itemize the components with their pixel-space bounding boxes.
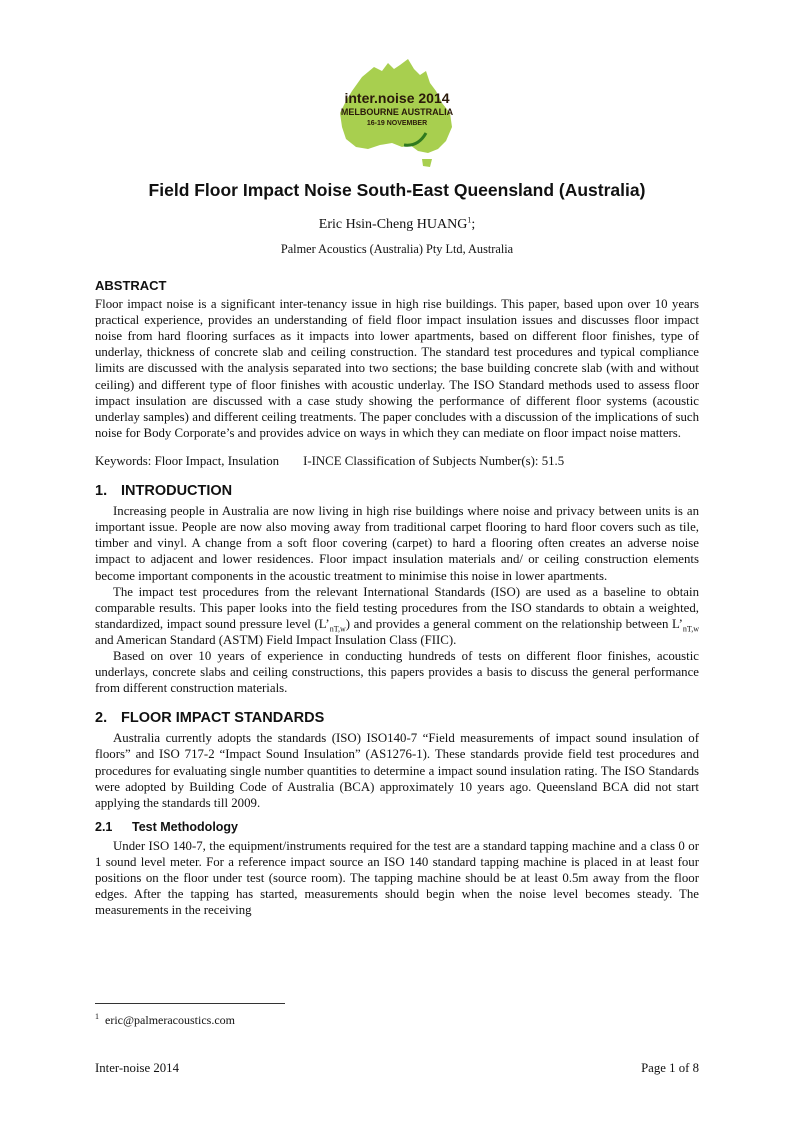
paper-body (95, 275, 699, 918)
logo-line2: MELBOURNE AUSTRALIA (340, 107, 454, 117)
footnote-mark: 1 (95, 1012, 99, 1021)
keywords-line (95, 453, 699, 469)
affiliation: Palmer Acoustics (Australia) Pty Ltd, Australia (280, 242, 514, 256)
section-1-title: INTRODUCTION (121, 483, 233, 500)
section-2-title: FLOOR IMPACT STANDARDS (121, 710, 325, 727)
tasmania-shape (422, 159, 432, 167)
section-2-1-title: Test Methodology (132, 819, 239, 834)
australia-map-logo (322, 55, 472, 173)
footer-conference: Inter-noise 2014 (95, 1061, 179, 1075)
author-suffix: ; (471, 217, 476, 232)
section-2-paragraph-1: Australia currently adopts the standards (ISO) ISO140-7 “Field measurements of impact sound insulation of floors” and ISO 717-2 “Impact Sound Insulation” (AS1276-1). These standards provide field test procedures and procedures for evaluating single number quantities to determine a impact sound insulation rating. The ISO Standards were adopted by Building Code of Australia (BCA) approximately 10 years ago. Queensland BCA did not start applying the standards till 2009. (95, 731, 699, 810)
conference-logo (0, 55, 794, 173)
section-1-paragraph-3: Based on over 10 years of experience in conducting hundreds of tests on different floor finishes, acoustic underlays, concrete slabs and ceiling constructions, this papers provides a basis to discuss the general performance from different construction materials. (95, 648, 699, 696)
abstract-text: Floor impact noise is a significant inter-tenancy issue in high rise buildings. This paper, based upon over 10 years practical experience, provides an understanding of field floor impact insulation issues and discusses floor impact noise from hard flooring surfaces as it impacts into lower apartments, based on different floor finishes, type of underlay, thickness of concrete slab and ceiling construction. The standard test procedures and typical compliance limits are discussed with the analysis separated into two sections; the base building concrete slab (with and without ceiling) and different type of floor finishes with acoustic underlay. The ISO Standard methods used to assess floor impact insulation are discussed with a case study showing the performance of different floor systems (acoustic underlay samples) and different ceiling treatments. The paper concludes with a discussion of the implications of such noise for Body Corporate’s and provides advice on ways in which they can mediate on floor impact noise matters. (95, 297, 699, 440)
section-2-1-number: 2.1 (95, 819, 113, 834)
author-footnote-mark: 1 (467, 215, 472, 225)
logo-line1: inter.noise 2014 (344, 90, 450, 106)
section-1-paragraph-2 (95, 584, 699, 648)
classification: I-INCE Classification of Subjects Number(s): 51.5 (303, 453, 565, 468)
footnote-text: eric@palmeracoustics.com (105, 1013, 235, 1027)
section-1-heading (95, 483, 699, 499)
footnote-rule (95, 1003, 285, 1004)
section-2-number: 2. (95, 710, 108, 727)
footnote (95, 1013, 235, 1028)
p2-part-a: The impact test procedures from the relevant International Standards (ISO) are used as a baseline to obtain comparable results. This paper looks into the field testing procedures from the ISO standards to obtain a weighted, standardized, impact sound pressure level (L’ (95, 584, 699, 631)
section-2-1-paragraph-1: Under ISO 140-7, the equipment/instruments required for the test are a standard tapping machine and a class 0 or 1 sound level meter. For a reference impact source an ISO 140 standard tapping machine is placed in at least four positions on the floor under test (source room). The tapping machine should be at least 0.5m away from the floor edges. After the tapping has started, measurements should begin when the noise level becomes steady. The measurements in the receiving (95, 838, 699, 918)
logo-line3: 16-19 NOVEMBER (366, 120, 428, 127)
section-1-paragraph-1: Increasing people in Australia are now living in high rise buildings where noise and privacy between units is an important issue. People are now also moving away from traditional carpet flooring to hard floor covers such as tile, timber and vinyl. A change from a soft floor covering (carpet) to hard a flooring often creates an adverse noise impact to adjacent and lower residences. Floor impact insulation materials and/ or ceiling construction elements become important components in the acoustic treatment to minimise this noise in lower apartments. (95, 504, 699, 583)
abstract-heading: ABSTRACT (95, 278, 167, 293)
author-line (0, 217, 794, 233)
p2-part-c: and American Standard (ASTM) Field Impact Insulation Class (FIIC). (95, 632, 457, 647)
paper-title: Field Floor Impact Noise South-East Queensland (Australia) (148, 180, 646, 200)
p2-part-b: ) and provides a general comment on the relationship between L’ (345, 616, 683, 631)
keywords: Keywords: Floor Impact, Insulation (95, 453, 280, 468)
author-name: Eric Hsin-Cheng HUANG (318, 217, 468, 232)
p2-subscript-1: nT,w (329, 624, 346, 634)
p2-subscript-2: nT,w (682, 624, 699, 634)
section-2-heading (95, 710, 699, 726)
australia-map-shape (340, 59, 452, 153)
section-2-1-heading (95, 819, 699, 835)
section-1-number: 1. (95, 483, 108, 500)
footer-page-number: Page 1 of 8 (641, 1061, 699, 1075)
